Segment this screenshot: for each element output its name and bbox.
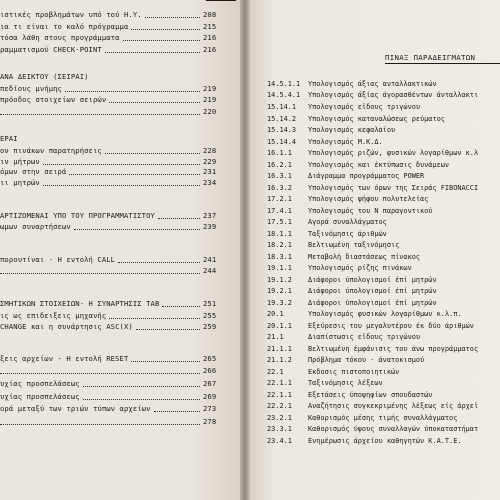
example-row — [250, 184, 500, 193]
toc-line — [0, 211, 240, 220]
example-title: Εκδοσις πιστοποιητικών — [308, 368, 400, 376]
example-title: Υπολογισμός εϊδους τριγώνου — [308, 103, 421, 111]
example-number: 19.2.1 — [267, 287, 292, 295]
toc-line-text: ξεις αρχείων - Η εντολή RESET — [0, 354, 129, 363]
example-number: 15.14.3 — [267, 126, 297, 134]
toc-line-page-number: 273 — [203, 404, 217, 413]
dotted-leader — [109, 317, 200, 319]
book-gutter — [240, 0, 250, 500]
toc-line — [0, 134, 240, 143]
example-number: 15.14.1 — [267, 103, 297, 111]
example-title: Καθορισμός μέσης τιμής συναλλάγματος — [308, 414, 458, 422]
example-row — [250, 138, 500, 147]
toc-line-page-number: 269 — [203, 392, 217, 401]
dotted-leader — [162, 305, 200, 307]
example-number: 22.2.1 — [267, 402, 292, 410]
toc-line — [0, 222, 240, 231]
example-number: 21.1.1 — [267, 345, 292, 353]
dotted-leader — [131, 28, 200, 30]
toc-line — [0, 84, 240, 93]
toc-line-page-number: 229 — [203, 157, 217, 166]
example-row — [250, 115, 500, 124]
dotted-leader — [136, 328, 200, 330]
toc-line-text: ια τι είναι το καλό πρόγραμμα — [0, 22, 129, 31]
example-title: Ταξινόμησις άριθμών — [308, 230, 387, 238]
example-number: 18.1.1 — [267, 230, 292, 238]
example-row — [250, 149, 500, 158]
example-row — [250, 195, 500, 204]
toc-line-page-number: 219 — [203, 84, 217, 93]
toc-line-page-number: 228 — [203, 146, 217, 155]
toc-line-text: ωμων συναρτήσεων — [0, 222, 71, 231]
toc-line-text: ΕΡΑΙ — [0, 134, 18, 143]
right-page-header-underline — [385, 63, 500, 65]
example-title: Υπολογισμός άξιας ανταλλακτικών — [308, 80, 437, 88]
example-number: 23.3.1 — [267, 425, 292, 433]
example-title: Βελτιωμένη ταξινόμησις — [308, 241, 400, 249]
toc-line-text: ΑΝΑ ΔΕΙΚΤΟΥ (ΣΕΙΡΑΙ) — [0, 72, 89, 81]
example-row — [250, 276, 500, 285]
dotted-leader — [69, 173, 200, 175]
example-number: 21.1 — [267, 333, 284, 341]
example-number: 17.2.1 — [267, 195, 292, 203]
example-title: Υπολογισμός ρίζης πινάκων — [308, 264, 412, 272]
example-row — [250, 345, 500, 354]
example-title: Διάφοροι ύπολογισμοί έπί μητρών — [308, 287, 437, 295]
dotted-leader — [123, 39, 200, 41]
toc-line — [0, 311, 240, 320]
dotted-leader — [105, 51, 200, 53]
dotted-leader — [83, 385, 200, 387]
example-number: 22.1.1 — [267, 391, 292, 399]
toc-line-page-number: 208 — [203, 10, 217, 19]
toc-line-page-number: 244 — [203, 266, 217, 275]
example-number: 16.3.1 — [267, 172, 292, 180]
toc-line-text: πορουτίναι - Η εντολή CALL — [0, 255, 116, 264]
example-number: 22.1.1 — [267, 379, 292, 387]
example-number: 16.2.1 — [267, 161, 292, 169]
toc-line — [0, 366, 240, 375]
toc-line-text: τόσα λάθη στους προγράμματα — [0, 33, 120, 42]
toc-line-text: υχίας προσπελάσεως — [0, 379, 80, 388]
toc-line — [0, 72, 240, 81]
example-title: Διάγραμμα προγράμματος POWER — [308, 172, 425, 180]
example-title: Βελτιωμένη έμφάνισις του άνω προγράμματος — [308, 345, 479, 353]
toc-line-text: ΑΡΤΙΖΟΜΕΝΑΙ ΥΠΟ ΤΟΥ ΠΡΟΓΡΑΜΜΑΤΙΣΤΟΥ — [0, 211, 155, 220]
dotted-leader — [158, 217, 200, 219]
example-title: Υπολογισμός καταναλώσεως ρεύματος — [308, 115, 445, 123]
toc-line — [0, 392, 240, 401]
toc-line — [0, 45, 240, 54]
toc-line-page-number: 220 — [203, 107, 217, 116]
example-title: Αναζήτησις συγκεκριμένης λέξεως είς άρχεϊ — [308, 402, 479, 410]
toc-line-text: όμων στην σειρά — [0, 167, 67, 176]
toc-line-text: ορά μεταξύ των τριών τύπων αρχείων — [0, 404, 151, 413]
example-number: 18.2.1 — [267, 241, 292, 249]
toc-line-page-number: 239 — [203, 222, 217, 231]
example-row — [250, 333, 500, 342]
example-row — [250, 368, 500, 377]
example-number: 23.2.1 — [267, 414, 292, 422]
example-row — [250, 356, 500, 365]
example-number: 18.3.1 — [267, 253, 292, 261]
toc-line-page-number: 255 — [203, 311, 217, 320]
toc-line-text: πρόοδος στοιχείων σειρών — [0, 95, 107, 104]
example-row — [250, 241, 500, 250]
toc-line — [0, 10, 240, 19]
toc-line — [0, 266, 240, 275]
example-number: 17.5.1 — [267, 218, 292, 226]
example-title: Υπολογισμός άξίας άγορασθέντων άνταλλακτι — [308, 91, 479, 99]
toc-line — [0, 167, 240, 176]
example-number: 19.1.1 — [267, 264, 292, 272]
toc-line-text: ιστικές προβλημάτων υπό τού Η.Υ. — [0, 10, 142, 19]
toc-line-page-number: 266 — [203, 366, 217, 375]
dotted-leader — [0, 423, 200, 425]
dotted-leader — [105, 152, 200, 154]
toc-line — [0, 22, 240, 31]
example-number: 15.14.2 — [267, 115, 297, 123]
example-title: Εξετάσεις ύποψηφίων σπουδαστών — [308, 391, 433, 399]
example-title: Υπολογισμός ψήφου πολυτελείας — [308, 195, 429, 203]
toc-line-page-number: 259 — [203, 322, 217, 331]
example-row — [250, 287, 500, 296]
example-number: 20.1.1 — [267, 322, 292, 330]
toc-line-page-number: 216 — [203, 33, 217, 42]
toc-line-text: υχίας προσπελάσεως — [0, 392, 80, 401]
toc-line — [0, 107, 240, 116]
dotted-leader — [0, 113, 200, 115]
example-number: 16.1.1 — [267, 149, 292, 157]
example-number: 20.1 — [267, 310, 284, 318]
dotted-leader — [0, 272, 200, 274]
example-row — [250, 264, 500, 273]
example-row — [250, 402, 500, 411]
example-row — [250, 207, 500, 216]
right-page-header: ΠΙΝΑΞ ΠΑΡΑΔΕΙΓΜΑΤΩΝ — [385, 53, 476, 62]
example-title: Υπολογισμός Μ.Κ.Δ. — [308, 138, 383, 146]
example-title: Πρόβλημα τόκου - άνατοκισμού — [308, 356, 425, 364]
toc-line-page-number: 215 — [203, 22, 217, 31]
dotted-leader — [74, 228, 200, 230]
toc-line — [0, 417, 240, 426]
example-row — [250, 299, 500, 308]
toc-line-page-number: 237 — [203, 211, 217, 220]
toc-line-page-number: 251 — [203, 299, 217, 308]
toc-line-text: ιν μήτρων — [0, 157, 40, 166]
example-row — [250, 379, 500, 388]
example-row — [250, 161, 500, 170]
toc-line — [0, 178, 240, 187]
toc-line-text: ιι μητρών — [0, 178, 40, 187]
toc-line-page-number: 219 — [203, 95, 217, 104]
example-title: Μεταβολή διαστάσεως πίνακος — [308, 253, 421, 261]
right-page — [250, 0, 500, 500]
example-row — [250, 91, 500, 100]
example-title: Υπολογισμός κεφαλαίου — [308, 126, 396, 134]
dotted-leader — [43, 163, 200, 165]
example-number: 19.3.2 — [267, 299, 292, 307]
example-title: Υπολογισμός του Ν παραγοντικού — [308, 207, 433, 215]
example-number: 19.1.2 — [267, 276, 292, 284]
dotted-leader — [83, 398, 200, 400]
toc-line-text: CHANGE και η συνάρτησις ASC(X) — [0, 322, 133, 331]
toc-line — [0, 146, 240, 155]
example-title: Εξεύρεσις του μεγαλυτέρου έκ δύο άριθμών — [308, 322, 474, 330]
toc-line-page-number: 278 — [203, 417, 217, 426]
toc-line — [0, 33, 240, 42]
example-row — [250, 322, 500, 331]
dotted-leader — [43, 184, 200, 186]
example-row — [250, 126, 500, 135]
example-row — [250, 414, 500, 423]
toc-line-text: πεδίους μνήμης — [0, 84, 62, 93]
example-title: Υπολογισμός και έκτύπωσις δυνάμεων — [308, 161, 450, 169]
example-row — [250, 425, 500, 434]
example-title: Καθορισμός ύψους συναλλαγών ύποκαταστήματ — [308, 425, 479, 433]
toc-line — [0, 95, 240, 104]
example-number: 22.1 — [267, 368, 284, 376]
toc-line — [0, 299, 240, 308]
example-row — [250, 80, 500, 89]
example-row — [250, 230, 500, 239]
example-title: Διάφοροι ύπολογισμοί έπί μητρών — [308, 299, 437, 307]
toc-line — [0, 354, 240, 363]
example-number: 16.3.2 — [267, 184, 292, 192]
dotted-leader — [65, 90, 200, 92]
toc-line-page-number: 265 — [203, 354, 217, 363]
example-title: Ενημέρωσις άρχείου καθηγητών Κ.Α.Τ.Ε. — [308, 437, 462, 445]
example-row — [250, 172, 500, 181]
example-number: 14.5.1.1 — [267, 80, 301, 88]
example-number: 23.4.1 — [267, 437, 292, 445]
dotted-leader — [118, 261, 200, 263]
example-number: 15.14.4 — [267, 138, 297, 146]
example-title: Ταξινόμησις λέξεων — [308, 379, 383, 387]
toc-line-page-number: 234 — [203, 178, 217, 187]
toc-line — [0, 379, 240, 388]
example-number: 14.5.4.1 — [267, 91, 301, 99]
example-row — [250, 218, 500, 227]
example-row — [250, 391, 500, 400]
dotted-leader — [0, 372, 200, 374]
dotted-leader — [131, 360, 200, 362]
toc-line — [0, 322, 240, 331]
dotted-leader — [109, 101, 200, 103]
dotted-leader — [154, 410, 200, 412]
toc-line-text: ΣΜΗΤΙΚΩΝ ΣΤΟΙΧΕΙΩΝ- Η ΣΥΝΑΡΤΗΣΙΣ TAB — [0, 299, 160, 308]
toc-line-page-number: 216 — [203, 45, 217, 54]
example-number: 17.4.1 — [267, 207, 292, 215]
example-title: Υπολογισμός των όρων της Σειράς FIBONACCI — [308, 184, 479, 192]
toc-line-page-number: 267 — [203, 379, 217, 388]
toc-line-text: ραμματισμού CHECK-POINT — [0, 45, 102, 54]
example-row — [250, 253, 500, 262]
example-title: Αγορά συναλλάγματος — [308, 218, 387, 226]
toc-line-text: ις ως επιδειξεις μηχανής — [0, 311, 107, 320]
left-page — [0, 0, 240, 500]
example-title: Διάφοροι ύπολογισμοί έπί μητρών — [308, 276, 437, 284]
example-title: Υπολογισμός φυσικών λογαρίθμων κ.λ.π. — [308, 310, 462, 318]
left-page-header-rule — [206, 0, 236, 2]
example-row — [250, 437, 500, 446]
example-number: 21.1.2 — [267, 356, 292, 364]
example-title: Υπολογισμός ριζών, φυσικών λογαρίθμων κ.λ — [308, 149, 479, 157]
example-title: Διαπίστωσις εϊδους τριγώνου — [308, 333, 421, 341]
toc-line-page-number: 231 — [203, 167, 217, 176]
toc-line — [0, 157, 240, 166]
example-row — [250, 310, 500, 319]
dotted-leader — [145, 16, 200, 18]
example-row — [250, 103, 500, 112]
toc-line — [0, 255, 240, 264]
toc-line-page-number: 241 — [203, 255, 217, 264]
toc-line — [0, 404, 240, 413]
toc-line-text: ον πινάκων παρατηρήσεις — [0, 146, 102, 155]
